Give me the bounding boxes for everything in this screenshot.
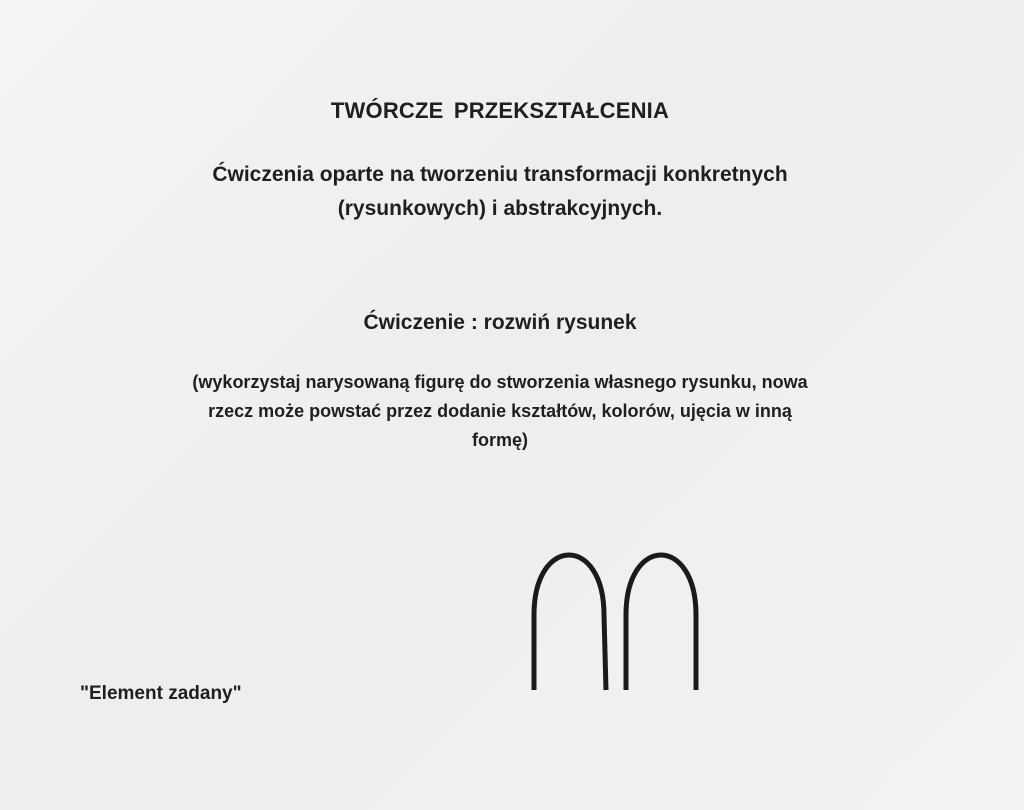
instructions-line-2: rzecz może powstać przez dodanie kształtów, kolorów, ujęcia w inną	[208, 401, 792, 421]
page-title: TWÓRCZE PRZEKSZTAŁCENIA	[330, 98, 670, 123]
exercise-heading: Ćwiczenie : rozwiń rysunek	[363, 311, 637, 334]
subtitle-line-1: Ćwiczenia oparte na tworzeniu transformacji konkretnych	[212, 163, 788, 186]
instructions-line-1: (wykorzystaj narysowaną figurę do stworzenia własnego rysunku, nowa	[192, 372, 808, 392]
right-arch	[626, 555, 696, 690]
subtitle-line-2: (rysunkowych) i abstrakcyjnych.	[337, 197, 663, 220]
given-element-label: "Element zadany"	[80, 683, 242, 704]
instructions	[80, 368, 920, 455]
subtitle	[0, 158, 1000, 226]
given-element-figure	[520, 540, 720, 700]
left-arch	[534, 555, 606, 690]
instructions-line-3: formę)	[471, 430, 528, 450]
